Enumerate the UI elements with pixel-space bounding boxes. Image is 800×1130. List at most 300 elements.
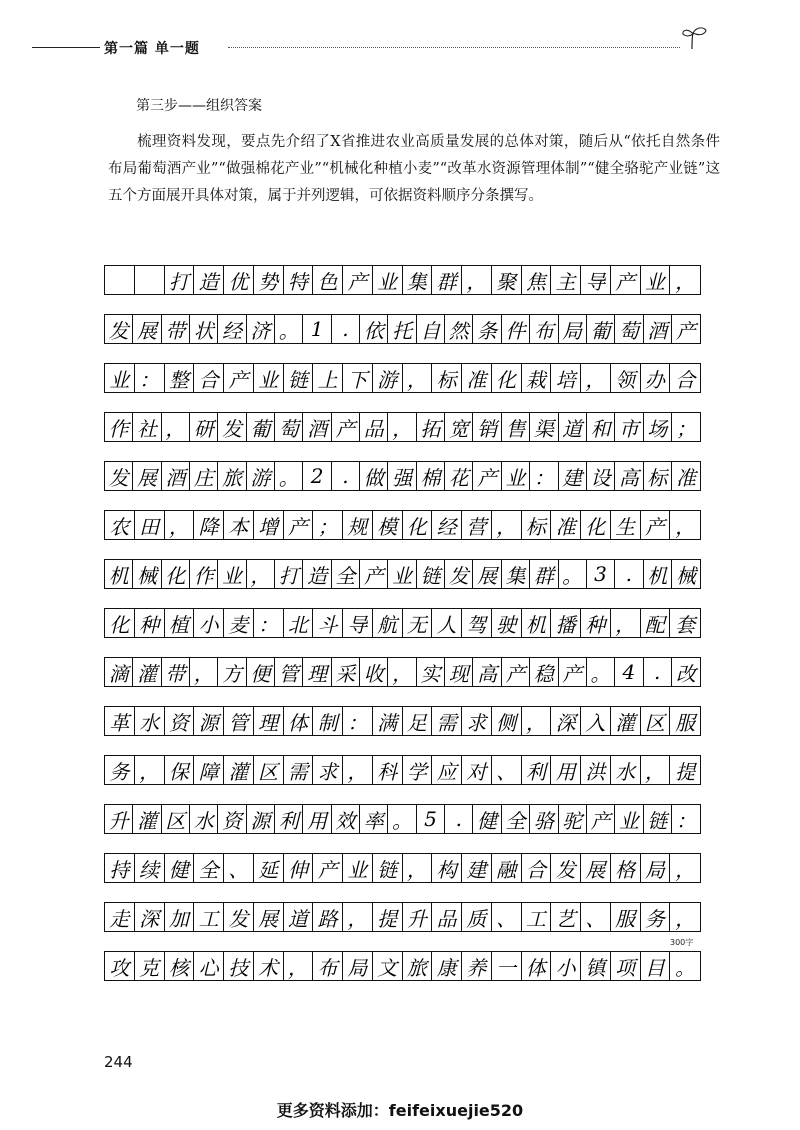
- answer-grid-cell: 骆: [530, 805, 558, 833]
- answer-grid-cell: 状: [190, 315, 218, 343]
- answer-grid-cell: 业: [615, 805, 643, 833]
- answer-grid-cell: 求: [462, 707, 492, 735]
- answer-grid-cell: 便: [247, 658, 275, 686]
- answer-grid-cell: 业: [388, 560, 416, 588]
- answer-grid-cell: 续: [135, 854, 165, 882]
- answer-grid-cell: 展: [254, 903, 284, 931]
- answer-grid-cell: 种: [135, 609, 165, 637]
- answer-grid-cell: 配: [641, 609, 671, 637]
- answer-grid-cell: .: [615, 560, 643, 588]
- answer-grid-cell: ；: [313, 511, 343, 539]
- answer-grid-cell: 业: [105, 364, 135, 392]
- answer-grid-cell: 满: [373, 707, 403, 735]
- answer-grid-cell: 管: [275, 658, 303, 686]
- answer-grid-cell: ：: [254, 609, 284, 637]
- answer-grid-cell: ，: [675, 269, 696, 294]
- answer-grid-cell: 高: [473, 658, 501, 686]
- answer-grid-cell: 高: [615, 462, 643, 490]
- answer-grid-row: [104, 461, 701, 491]
- answer-grid-cell: ：: [530, 462, 558, 490]
- answer-grid-cell: 机: [105, 560, 133, 588]
- answer-grid-cell: 务: [641, 903, 671, 931]
- answer-grid-cell: 。: [675, 955, 696, 980]
- answer-grid-cell: 、: [492, 903, 522, 931]
- answer-grid-cell: 品: [360, 413, 388, 441]
- answer-grid-cell: 北: [284, 609, 314, 637]
- answer-grid-cell: 聚: [492, 266, 522, 294]
- answer-grid-cell: 产: [611, 266, 641, 294]
- answer-grid-cell: 展: [581, 854, 611, 882]
- answer-grid-cell: 局: [343, 952, 373, 980]
- answer-grid-cell: 做: [360, 462, 388, 490]
- answer-grid-cell: 布: [530, 315, 558, 343]
- answer-grid-cell: 种: [581, 609, 611, 637]
- answer-grid-cell: 局: [559, 315, 587, 343]
- answer-grid-cell: 酒: [303, 413, 331, 441]
- answer-grid-cell: 革: [105, 707, 135, 735]
- answer-grid-cell: 萄: [615, 315, 643, 343]
- answer-grid-cell: 经: [432, 511, 462, 539]
- answer-grid-cell: ，: [492, 511, 522, 539]
- answer-grid-cell: 旅: [218, 462, 246, 490]
- answer-grid-cell: 展: [473, 560, 501, 588]
- answer-grid-cell: 产: [360, 560, 388, 588]
- answer-grid-cell: 准: [462, 364, 492, 392]
- answer-grid-cell: 理: [254, 707, 284, 735]
- answer-grid-cell: ，: [165, 511, 195, 539]
- answer-grid-cell: 2: [303, 462, 331, 490]
- answer-grid-cell: 链: [284, 364, 314, 392]
- answer-grid-cell: 一: [492, 952, 522, 980]
- answer-grid-cell: 机: [522, 609, 552, 637]
- answer-grid-cell: 机: [644, 560, 672, 588]
- answer-grid-cell: 项: [611, 952, 641, 980]
- answer-grid-cell: 区: [641, 707, 671, 735]
- answer-grid-cell: .: [445, 805, 473, 833]
- answer-grid-cell: 全: [332, 560, 360, 588]
- answer-grid-cell: 深: [135, 903, 165, 931]
- answer-grid-cell: 模: [373, 511, 403, 539]
- answer-grid-cell: 发: [218, 413, 246, 441]
- answer-grid-cell: 产: [675, 318, 696, 343]
- answer-grid-cell: 构: [432, 854, 462, 882]
- answer-grid-cell: 水: [611, 756, 641, 784]
- answer-grid-cell: 镇: [581, 952, 611, 980]
- answer-grid-cell: 化: [105, 609, 135, 637]
- answer-grid-cell: .: [332, 315, 360, 343]
- answer-grid-cell: 道: [284, 903, 314, 931]
- answer-grid-cell: 学: [403, 756, 433, 784]
- answer-grid-cell: 带: [162, 315, 190, 343]
- answer-grid-cell: 特: [284, 266, 314, 294]
- answer-grid-cell: 区: [162, 805, 190, 833]
- answer-grid-cell: 化: [162, 560, 190, 588]
- answer-grid-cell: 打: [165, 266, 195, 294]
- answer-grid-cell: 集: [502, 560, 530, 588]
- answer-grid-cell: 发: [105, 315, 133, 343]
- answer-grid-cell: 。: [275, 315, 303, 343]
- answer-grid-cell: 足: [403, 707, 433, 735]
- answer-grid-cell: 业: [502, 462, 530, 490]
- answer-grid-cell: 群: [530, 560, 558, 588]
- answer-grid-cell: ，: [388, 658, 416, 686]
- answer-grid-cell: 灌: [133, 805, 161, 833]
- answer-grid-cell: 加: [165, 903, 195, 931]
- answer-grid-cell: 技: [224, 952, 254, 980]
- answer-grid-cell: 现: [445, 658, 473, 686]
- answer-grid-cell: 格: [611, 854, 641, 882]
- answer-grid-cell: 业: [373, 266, 403, 294]
- answer-grid-cell: 田: [135, 511, 165, 539]
- answer-grid-cell: 攻: [105, 952, 135, 980]
- answer-grid-cell: 局: [641, 854, 671, 882]
- answer-grid-cell: 源: [247, 805, 275, 833]
- answer-grid-cell: 产: [587, 805, 615, 833]
- answer-grid-cell: 心: [194, 952, 224, 980]
- answer-grid-cell: 产: [641, 511, 671, 539]
- intro-paragraph: 梳理资料发现，要点先介绍了X省推进农业高质量发展的总体对策，随后从“依托自然条件布局葡萄酒产业”“做强棉花产业”“机械化种植小麦”“改革水资源管理体制”“健全骆驼产业链”这五个方面展开具体对策，属于并列逻辑，可依据资料顺序分条撰写。: [108, 134, 720, 204]
- answer-grid-cell: 术: [254, 952, 284, 980]
- answer-grid-cell: 全: [502, 805, 530, 833]
- answer-grid-cell: 链: [417, 560, 445, 588]
- answer-grid-row: [104, 951, 701, 981]
- answer-grid-cell: 合: [194, 364, 224, 392]
- answer-grid-cell: 驾: [462, 609, 492, 637]
- answer-grid-cell: 产: [313, 854, 343, 882]
- answer-grid-cell: 自: [417, 315, 445, 343]
- answer-grid-cell: 侧: [492, 707, 522, 735]
- answer-grid-cell: 麦: [224, 609, 254, 637]
- answer-grid-cell: ，: [462, 266, 492, 294]
- answer-grid-cell: 核: [165, 952, 195, 980]
- answer-grid-cell: ，: [403, 854, 433, 882]
- answer-grid-cell: 驼: [559, 805, 587, 833]
- answer-grid-cell: 提: [675, 759, 696, 784]
- answer-grid-cell: 整: [165, 364, 195, 392]
- answer-grid-cell: 建: [559, 462, 587, 490]
- answer-grid-cell: 营: [462, 511, 492, 539]
- answer-grid-cell: 。: [587, 658, 615, 686]
- answer-grid-cell: 灌: [611, 707, 641, 735]
- answer-grid-cell: 依: [360, 315, 388, 343]
- answer-grid-cell: 健: [165, 854, 195, 882]
- answer-grid-cell: 花: [445, 462, 473, 490]
- answer-grid-cell: 全: [194, 854, 224, 882]
- answer-grid-cell: 障: [194, 756, 224, 784]
- answer-grid-cell: 实: [417, 658, 445, 686]
- answer-grid-row: [104, 902, 701, 932]
- answer-grid-cell: 资: [218, 805, 246, 833]
- answer-grid-cell: 路: [313, 903, 343, 931]
- answer-grid-cell: 强: [388, 462, 416, 490]
- answer-grid-cell: 延: [254, 854, 284, 882]
- answer-grid-cell: ，: [675, 514, 696, 539]
- answer-grid-cell: 滴: [105, 658, 133, 686]
- answer-grid-cell: 融: [492, 854, 522, 882]
- answer-grid-cell: 社: [133, 413, 161, 441]
- answer-grid-cell: 目: [641, 952, 671, 980]
- answer-grid-cell: 化: [403, 511, 433, 539]
- answer-grid-cell: 制: [313, 707, 343, 735]
- answer-grid-cell: 拓: [417, 413, 445, 441]
- answer-grid-cell: 展: [133, 462, 161, 490]
- answer-grid-cell: 业: [254, 364, 284, 392]
- answer-grid-cell: 需: [284, 756, 314, 784]
- answer-grid-cell: 克: [135, 952, 165, 980]
- answer-grid-cell: 服: [611, 903, 641, 931]
- answer-grid-cell: 打: [275, 560, 303, 588]
- answer-grid-cell: 水: [135, 707, 165, 735]
- answer-grid-cell: 持: [105, 854, 135, 882]
- answer-grid-cell: 业: [343, 854, 373, 882]
- answer-grid-cell: 用: [551, 756, 581, 784]
- answer-grid-cell: 3: [587, 560, 615, 588]
- answer-grid-cell: 体: [522, 952, 552, 980]
- answer-grid-cell: 升: [105, 805, 133, 833]
- answer-grid-cell: 务: [105, 756, 135, 784]
- header-chapter: 第一篇 单一题: [104, 41, 200, 57]
- answer-grid-cell: 利: [275, 805, 303, 833]
- answer-grid-cell: 酒: [644, 315, 672, 343]
- answer-grid-cell: 保: [165, 756, 195, 784]
- answer-grid-cell: 驶: [492, 609, 522, 637]
- answer-grid-cell: 降: [194, 511, 224, 539]
- answer-grid-cell: 农: [105, 511, 135, 539]
- answer-grid-cell: 产: [224, 364, 254, 392]
- answer-grid-cell: 焦: [522, 266, 552, 294]
- answer-grid-cell: ：: [343, 707, 373, 735]
- answer-grid-cell: 1: [303, 315, 331, 343]
- answer-grid-cell: 深: [551, 707, 581, 735]
- answer-grid-cell: 械: [133, 560, 161, 588]
- answer-grid-cell: 伸: [284, 854, 314, 882]
- answer-grid-row: [104, 706, 701, 736]
- answer-grid-cell: ；: [675, 416, 696, 441]
- answer-grid-cell: 准: [551, 511, 581, 539]
- answer-grid-cell: ，: [675, 906, 696, 931]
- answer-grid-cell: 发: [445, 560, 473, 588]
- answer-grid-cell: 酒: [162, 462, 190, 490]
- answer-grid-cell: 洪: [581, 756, 611, 784]
- answer-grid-cell: 下: [343, 364, 373, 392]
- answer-grid-cell: 产: [502, 658, 530, 686]
- answer-grid-cell: 办: [641, 364, 671, 392]
- answer-grid-cell: 服: [675, 710, 696, 735]
- answer-grid-cell: 理: [303, 658, 331, 686]
- answer-grid-cell: 导: [581, 266, 611, 294]
- answer-grid-cell: 械: [675, 563, 696, 588]
- answer-grid-cell: 人: [432, 609, 462, 637]
- answer-grid-cell: 销: [473, 413, 501, 441]
- answer-grid-cell: 。: [388, 805, 416, 833]
- answer-grid-cell: 栽: [522, 364, 552, 392]
- answer-grid-cell: ，: [403, 364, 433, 392]
- answer-grid-cell: 稳: [530, 658, 558, 686]
- answer-grid-row: [104, 363, 701, 393]
- answer-grid-cell: 场: [644, 413, 672, 441]
- answer-grid-cell: 色: [313, 266, 343, 294]
- answer-grid-cell: 产: [559, 658, 587, 686]
- answer-grid-cell: 葡: [247, 413, 275, 441]
- word-count-label: 300字: [670, 938, 694, 947]
- answer-grid-cell: 小: [194, 609, 224, 637]
- answer-grid-row: [104, 608, 701, 638]
- answer-grid-cell: 条: [473, 315, 501, 343]
- answer-grid-cell: ，: [641, 756, 671, 784]
- answer-grid-cell: 走: [105, 903, 135, 931]
- answer-grid-cell: 发: [551, 854, 581, 882]
- answer-grid-cell: ，: [343, 903, 373, 931]
- answer-grid-cell: 升: [403, 903, 433, 931]
- answer-grid-cell: ，: [190, 658, 218, 686]
- answer-grid-row: [104, 265, 701, 295]
- answer-grid-cell: 对: [462, 756, 492, 784]
- header-rule-left: [32, 47, 100, 48]
- answer-grid-cell: 利: [522, 756, 552, 784]
- answer-grid-cell: 方: [218, 658, 246, 686]
- sprout-icon: [680, 25, 710, 51]
- answer-grid-row: [104, 755, 701, 785]
- answer-grid-cell: 作: [105, 413, 133, 441]
- answer-grid-cell: 4: [615, 658, 643, 686]
- answer-grid-cell: 济: [247, 315, 275, 343]
- answer-grid-cell: 托: [388, 315, 416, 343]
- answer-grid-cell: 链: [644, 805, 672, 833]
- answer-grid-cell: 植: [165, 609, 195, 637]
- answer-grid-cell: 群: [432, 266, 462, 294]
- answer-grid-row: [104, 804, 701, 834]
- answer-grid-cell: 科: [373, 756, 403, 784]
- answer-grid-cell: ：: [135, 364, 165, 392]
- answer-grid-cell: ，: [522, 707, 552, 735]
- answer-grid-cell: 集: [403, 266, 433, 294]
- answer-grid-cell: 规: [343, 511, 373, 539]
- answer-grid-cell: ，: [247, 560, 275, 588]
- answer-grid-row: [104, 853, 701, 883]
- answer-grid-cell: 。: [275, 462, 303, 490]
- step-title: 第三步——组织答案: [136, 98, 262, 114]
- answer-grid-cell: 康: [432, 952, 462, 980]
- answer-grid-cell: 收: [360, 658, 388, 686]
- answer-grid-cell: 经: [218, 315, 246, 343]
- answer-grid-cell: 售: [502, 413, 530, 441]
- answer-grid-cell: 然: [445, 315, 473, 343]
- answer-grid-cell: 、: [224, 854, 254, 882]
- answer-grid-cell: 作: [190, 560, 218, 588]
- answer-grid-cell: 率: [360, 805, 388, 833]
- answer-grid-row: [104, 412, 701, 442]
- answer-grid-cell: 增: [254, 511, 284, 539]
- answer-grid-cell: 质: [462, 903, 492, 931]
- answer-grid-cell: ，: [135, 756, 165, 784]
- answer-grid-cell: 无: [403, 609, 433, 637]
- answer-grid-cell: 、: [492, 756, 522, 784]
- answer-grid-cell: 产: [343, 266, 373, 294]
- answer-grid-cell: 养: [462, 952, 492, 980]
- answer-grid-cell: 艺: [551, 903, 581, 931]
- answer-grid-cell: 健: [473, 805, 501, 833]
- answer-grid-cell: ，: [581, 364, 611, 392]
- answer-grid-cell: ，: [162, 413, 190, 441]
- answer-grid-cell: 宽: [445, 413, 473, 441]
- answer-grid-row: [104, 657, 701, 687]
- answer-grid-cell: 灌: [224, 756, 254, 784]
- answer-grid-cell: 航: [373, 609, 403, 637]
- answer-grid-cell: 件: [502, 315, 530, 343]
- answer-grid-cell: 改: [675, 661, 696, 686]
- answer-grid-cell: 游: [247, 462, 275, 490]
- page-number: 244: [104, 1053, 133, 1071]
- answer-grid-cell: 小: [551, 952, 581, 980]
- answer-grid-cell: 需: [432, 707, 462, 735]
- answer-grid-cell: ，: [284, 952, 314, 980]
- answer-grid-cell: 灌: [133, 658, 161, 686]
- answer-grid-cell: 本: [224, 511, 254, 539]
- answer-grid-cell: 势: [254, 266, 284, 294]
- answer-grid-cell: 产: [473, 462, 501, 490]
- answer-grid-cell: ，: [611, 609, 641, 637]
- answer-grid-cell: 研: [190, 413, 218, 441]
- answer-grid-cell: 棉: [417, 462, 445, 490]
- answer-grid-cell: 化: [492, 364, 522, 392]
- answer-grid-cell: [105, 266, 135, 294]
- answer-grid: [104, 265, 701, 1000]
- answer-grid-cell: 化: [581, 511, 611, 539]
- answer-grid-cell: 求: [313, 756, 343, 784]
- answer-grid-cell: ：: [675, 808, 696, 833]
- answer-grid-cell: 播: [551, 609, 581, 637]
- answer-grid-cell: ，: [388, 413, 416, 441]
- answer-grid-cell: 造: [303, 560, 331, 588]
- answer-grid-cell: 标: [522, 511, 552, 539]
- answer-grid-cell: .: [644, 658, 672, 686]
- answer-grid-cell: 合: [675, 367, 696, 392]
- answer-grid-cell: 导: [343, 609, 373, 637]
- answer-grid-cell: 工: [194, 903, 224, 931]
- answer-grid-cell: 资: [165, 707, 195, 735]
- answer-grid-row: [104, 559, 701, 589]
- answer-grid-cell: 斗: [313, 609, 343, 637]
- answer-grid-cell: 道: [559, 413, 587, 441]
- answer-grid-cell: 管: [224, 707, 254, 735]
- answer-grid-cell: 生: [611, 511, 641, 539]
- answer-grid-cell: 业: [218, 560, 246, 588]
- answer-grid-cell: 游: [373, 364, 403, 392]
- answer-grid-cell: 效: [332, 805, 360, 833]
- header-dotted-rule: [228, 47, 680, 48]
- answer-grid-cell: 应: [432, 756, 462, 784]
- answer-grid-cell: 。: [559, 560, 587, 588]
- answer-grid-cell: 区: [254, 756, 284, 784]
- answer-grid-cell: 5: [417, 805, 445, 833]
- answer-grid-cell: 源: [194, 707, 224, 735]
- answer-grid-cell: ，: [675, 857, 696, 882]
- answer-grid-cell: 入: [581, 707, 611, 735]
- answer-grid-row: [104, 510, 701, 540]
- answer-grid-cell: 标: [644, 462, 672, 490]
- footer-note: 更多资料添加：feifeixuejie520: [276, 1101, 524, 1120]
- answer-grid-cell: 发: [224, 903, 254, 931]
- answer-grid-cell: 品: [432, 903, 462, 931]
- answer-grid-cell: 标: [432, 364, 462, 392]
- answer-grid-cell: 市: [615, 413, 643, 441]
- answer-grid-cell: 上: [313, 364, 343, 392]
- answer-grid-cell: 链: [373, 854, 403, 882]
- answer-grid-cell: 产: [284, 511, 314, 539]
- answer-grid-cell: .: [332, 462, 360, 490]
- answer-grid-cell: 提: [373, 903, 403, 931]
- answer-grid-cell: 领: [611, 364, 641, 392]
